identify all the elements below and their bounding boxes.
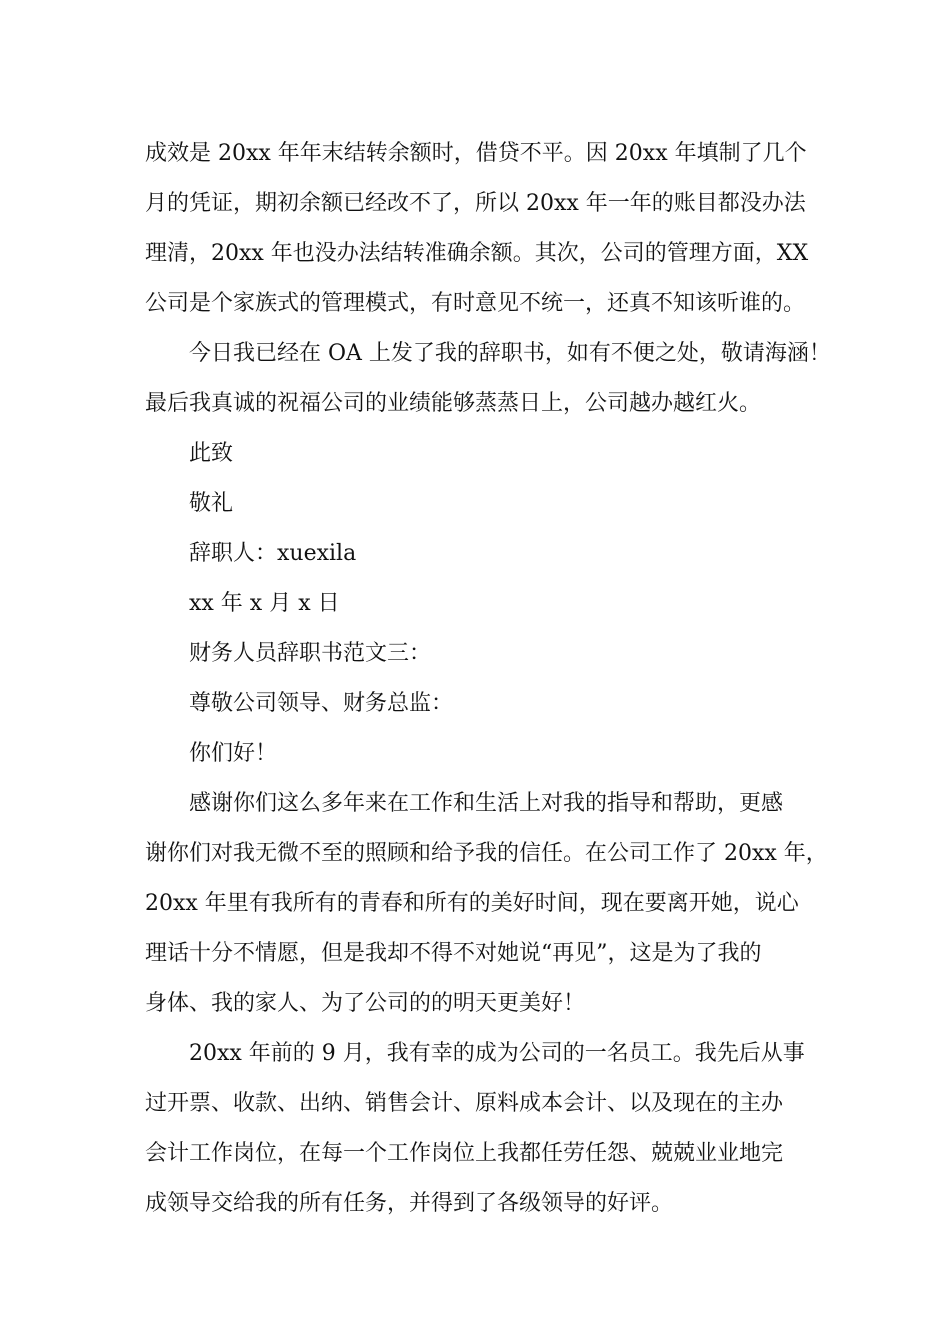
text-line: 理清，20xx 年也没办法结转准确余额。其次，公司的管理方面，XX	[145, 241, 809, 266]
greeting: 你们好！	[189, 741, 278, 766]
text-line: 过开票、收款、出纳、销售会计、原料成本会计、以及现在的主办	[145, 1091, 784, 1116]
text-line: 公司是个家族式的管理模式，有时意见不统一，还真不知该听谁的。	[145, 291, 806, 316]
letter-addressee: 尊敬公司领导、财务总监：	[189, 691, 454, 716]
text-line: 理话十分不情愿，但是我却不得不对她说“再见”，这是为了我的	[145, 941, 762, 966]
text-line: 谢你们对我无微不至的照顾和给予我的信任。在公司工作了 20xx 年，	[145, 841, 828, 866]
text-line: 成效是 20xx 年年末结转余额时，借贷不平。因 20xx 年填制了几个	[145, 141, 807, 166]
text-line: 20xx 年里有我所有的青春和所有的美好时间，现在要离开她，说心	[145, 891, 799, 916]
text-line: 身体、我的家人、为了公司的的明天更美好！	[145, 991, 586, 1016]
document-body	[145, 129, 831, 1229]
salutation: 敬礼	[189, 491, 234, 516]
text-line: 20xx 年前的 9 月，我有幸的成为公司的一名员工。我先后从事	[189, 1041, 805, 1066]
text-line: 感谢你们这么多年来在工作和生活上对我的指导和帮助，更感	[189, 791, 784, 816]
text-line: 月的凭证，期初余额已经改不了，所以 20xx 年一年的账目都没办法	[145, 191, 806, 216]
text-line: 最后我真诚的祝福公司的业绩能够蒸蒸日上，公司越办越红火。	[145, 391, 762, 416]
text-line: 会计工作岗位，在每一个工作岗位上我都任劳任怨、兢兢业业地完	[145, 1141, 784, 1166]
text-line: 成领导交给我的所有任务，并得到了各级领导的好评。	[145, 1191, 674, 1216]
text-line: 今日我已经在 OA 上发了我的辞职书，如有不便之处，敬请海涵！	[189, 341, 831, 366]
section-title: 财务人员辞职书范文三：	[189, 641, 432, 666]
closing-phrase: 此致	[189, 441, 234, 466]
signature-name: 辞职人：xuexila	[189, 541, 357, 566]
signature-date: xx 年 x 月 x 日	[189, 591, 340, 616]
